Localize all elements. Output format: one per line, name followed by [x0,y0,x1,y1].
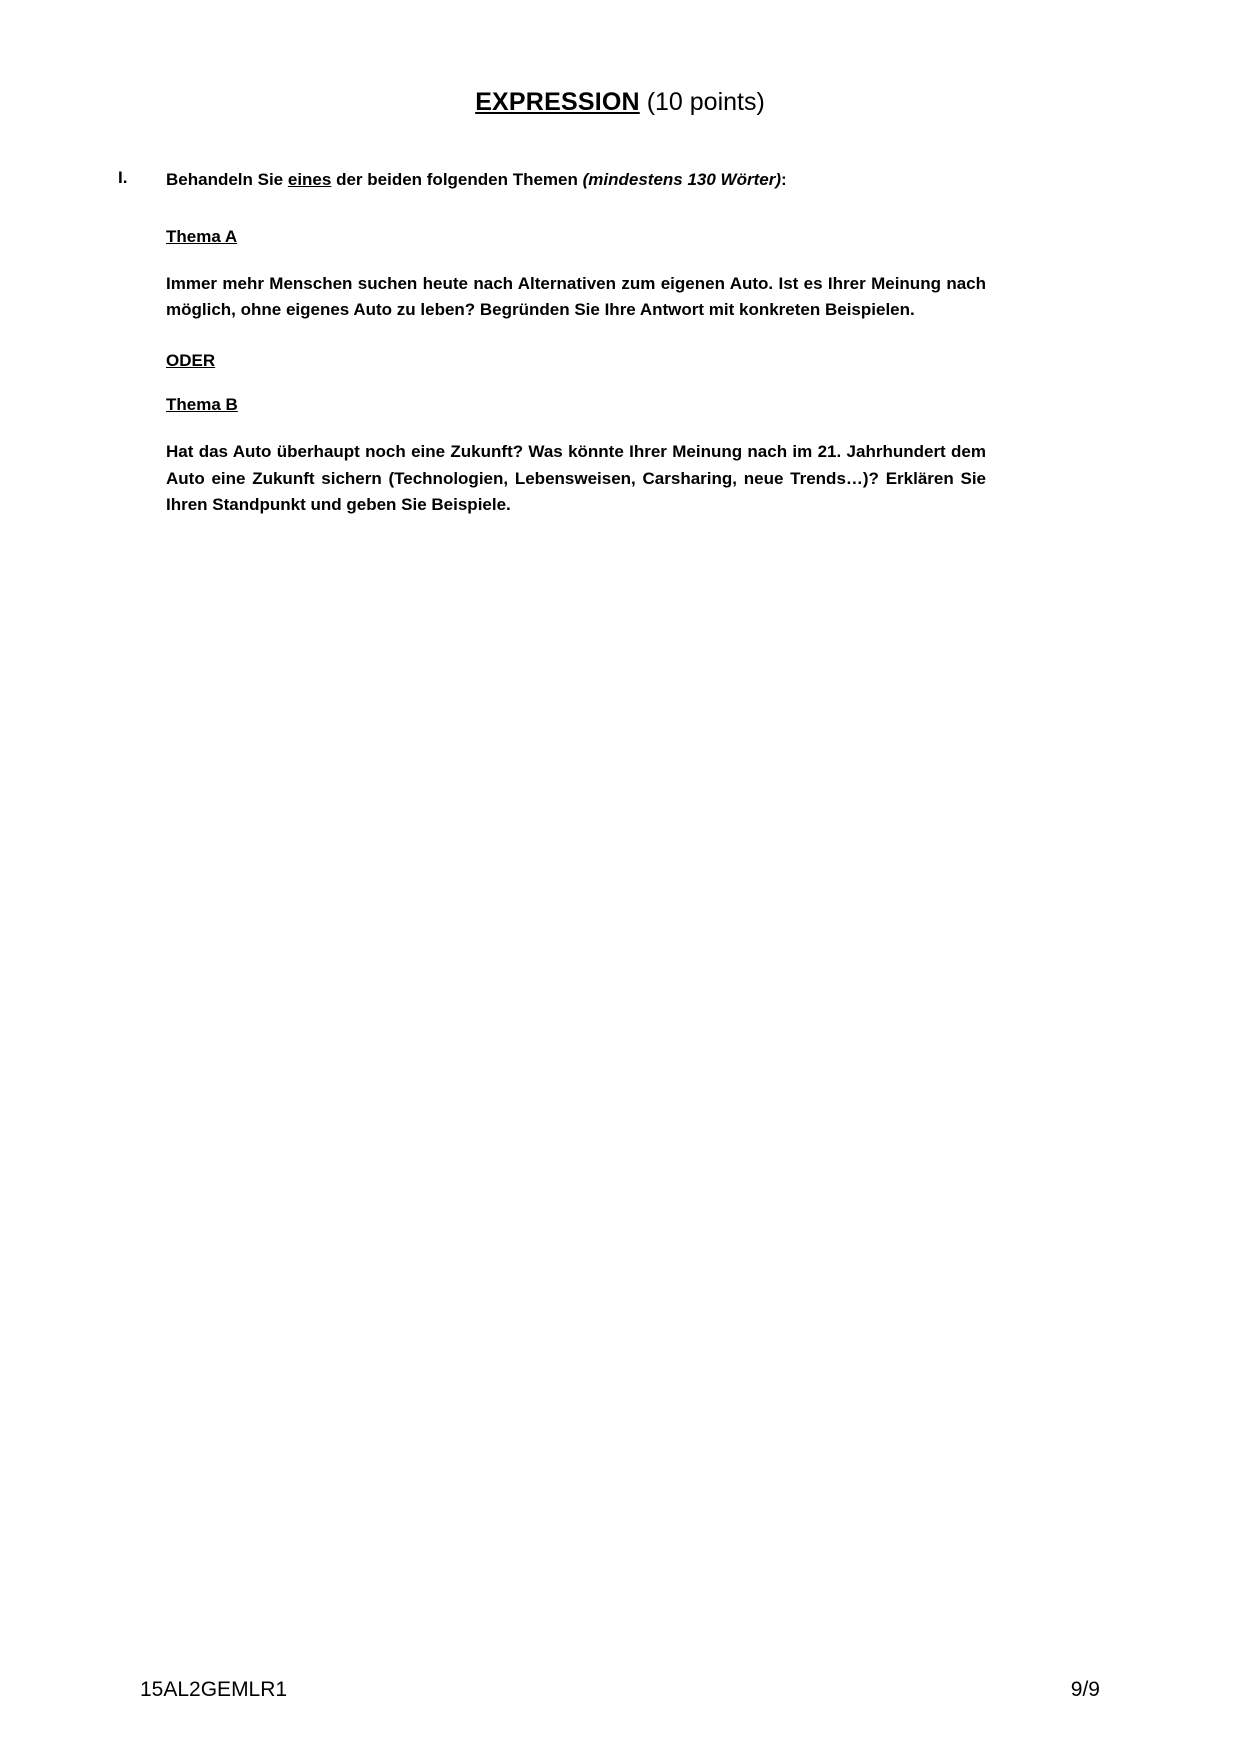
page-title-points: (10 points) [639,88,765,116]
footer-exam-code: 15AL2GEMLR1 [140,1678,288,1701]
topic-separator: ODER [166,351,216,371]
instruction-text-part2: der beiden folgenden Themen [331,170,583,189]
instruction-text-end: : [781,170,787,189]
footer-page-number: 9/9 [1070,1678,1100,1701]
instruction-number: I. [118,168,128,187]
instruction-text [166,168,787,193]
page-title [0,88,1240,117]
page-footer [0,1634,1240,1754]
topic-a-body: Immer mehr Menschen suchen heute nach Alternativen zum eigenen Auto. Ist es Ihrer Meinung nach möglich, ohne eigenes Auto zu leben? Begründen Sie Ihre Antwort mit konkreten Beispielen. [166,273,986,319]
page-title-main: EXPRESSION [475,88,640,116]
instruction-text-underlined: eines [287,170,332,189]
instruction-block [118,168,986,193]
topic-b-body: Hat das Auto überhaupt noch eine Zukunft? Was könnte Ihrer Meinung nach im 21. Jahrhundert dem Auto eine Zukunft sichern (Technologien, Lebensweisen, Carsharing, neue Trends…)? Erklären Sie Ihren Standpunkt und geben Sie Beispiele. [166,442,986,515]
instruction-text-italic: (mindestens 130 Wörter) [582,170,781,189]
instruction-text-part1: Behandeln Sie [166,170,288,189]
topic-b-heading: Thema B [166,395,238,415]
exercise-content [118,168,986,546]
topic-a-heading: Thema A [166,226,238,246]
